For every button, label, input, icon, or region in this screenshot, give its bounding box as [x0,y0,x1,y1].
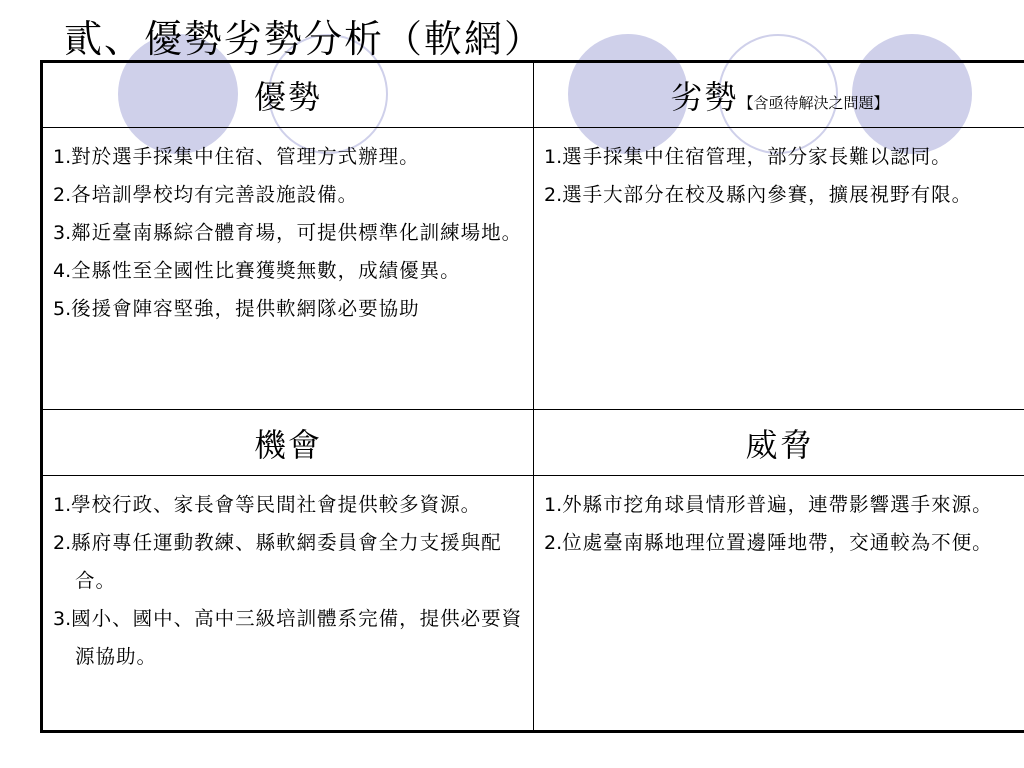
strength-item: 4.全縣性至全國性比賽獲獎無數，成績優異。 [53,259,461,282]
slide-title: 貳、優勢劣勢分析（軟網） [64,17,545,61]
weakness-item: 1.選手採集中住宿管理，部分家長難以認同。 [544,145,952,168]
threats-header: 威脅 [745,425,814,464]
weaknesses-header: 劣勢 [670,78,739,116]
strengths-header-cell [42,62,534,128]
strength-item: 1.對於選手採集中住宿、管理方式辦理。 [53,145,420,168]
strengths-cell [42,128,534,410]
strength-item: 3.鄰近臺南縣綜合體育場，可提供標準化訓練場地。 [53,221,523,244]
weaknesses-note: 【含亟待解決之問題】 [738,94,889,112]
weaknesses-header-cell [534,62,1024,128]
opportunities-header-cell [42,410,534,476]
opportunities-list [43,476,533,676]
threat-item: 2.位處臺南縣地理位置邊陲地帶，交通較為不便。 [544,531,993,554]
opportunity-item: 2.縣府專任運動教練、縣軟網委員會全力支援與配合。 [53,531,502,592]
opportunities-header: 機會 [253,425,322,464]
swot-table [40,60,1024,733]
threats-list [534,476,1024,562]
weakness-item: 2.選手大部分在校及縣內參賽，擴展視野有限。 [544,183,973,206]
threats-cell [534,476,1024,732]
opportunities-cell [42,476,534,732]
strength-item: 2.各培訓學校均有完善設施設備。 [53,183,359,206]
threats-header-cell [534,410,1024,476]
weaknesses-list [534,128,1024,214]
strength-item: 5.後援會陣容堅強，提供軟網隊必要協助 [53,297,420,320]
strengths-list [43,128,533,328]
threat-item: 1.外縣市挖角球員情形普遍，連帶影響選手來源。 [544,493,993,516]
strengths-header: 優勢 [253,78,322,116]
opportunity-item: 1.學校行政、家長會等民間社會提供較多資源。 [53,493,482,516]
opportunity-item: 3.國小、國中、高中三級培訓體系完備，提供必要資源協助。 [53,607,523,668]
weaknesses-cell [534,128,1024,410]
